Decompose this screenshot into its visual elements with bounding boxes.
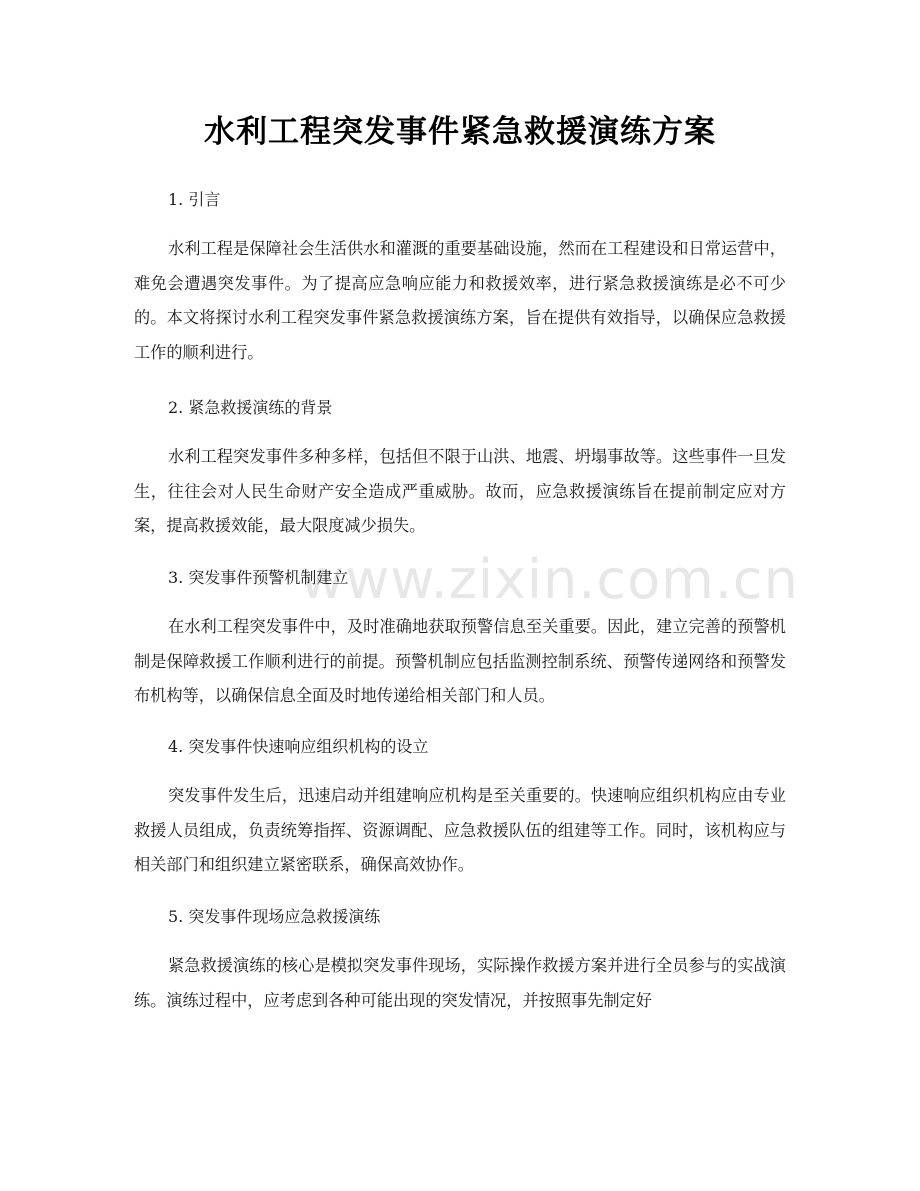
document-title: 水利工程突发事件紧急救援演练方案: [204, 114, 716, 150]
section-paragraph-3: 在水利工程突发事件中，及时准确地获取预警信息至关重要。因此，建立完善的预警机制是保障救援工作顺利进行的前提。预警机制应包括监测控制系统、预警传递网络和预警发布机构等，以确保信息全面及时地传递给相关部门和人员。: [134, 617, 786, 705]
section-heading-5: 5. 突发事件现场应急救援演练: [168, 907, 381, 926]
section-heading-4: 4. 突发事件快速响应组织机构的设立: [168, 737, 429, 756]
section-paragraph-4: 突发事件发生后，迅速启动并组建响应机构是至关重要的。快速响应组织机构应由专业救援人员组成，负责统筹指挥、资源调配、应急救援队伍的组建等工作。同时，该机构应与相关部门和组织建立紧密联系，确保高效协作。: [134, 786, 786, 874]
section-paragraph-2: 水利工程突发事件多种多样，包括但不限于山洪、地震、坍塌事故等。这些事件一旦发生，往往会对人民生命财产安全造成严重威胁。故而，应急救援演练旨在提前制定应对方案，提高救援效能，最大限度减少损失。: [134, 447, 786, 535]
watermark: www.zixin.com.cn: [300, 548, 799, 611]
section-heading-2: 2. 紧急救援演练的背景: [168, 398, 333, 417]
section-paragraph-5: 紧急救援演练的核心是模拟突发事件现场，实际操作救援方案并进行全员参与的实战演练。演练过程中，应考虑到各种可能出现的突发情况，并按照事先制定好: [134, 956, 786, 1010]
section-paragraph-1: 水利工程是保障社会生活供水和灌溉的重要基础设施，然而在工程建设和日常运营中，难免会遭遇突发事件。为了提高应急响应能力和救援效率，进行紧急救援演练是必不可少的。本文将探讨水利工程突发事件紧急救援演练方案，旨在提供有效指导，以确保应急救援工作的顺利进行。: [134, 239, 786, 362]
section-heading-1: 1. 引言: [168, 190, 221, 209]
section-heading-3: 3. 突发事件预警机制建立: [168, 568, 349, 587]
